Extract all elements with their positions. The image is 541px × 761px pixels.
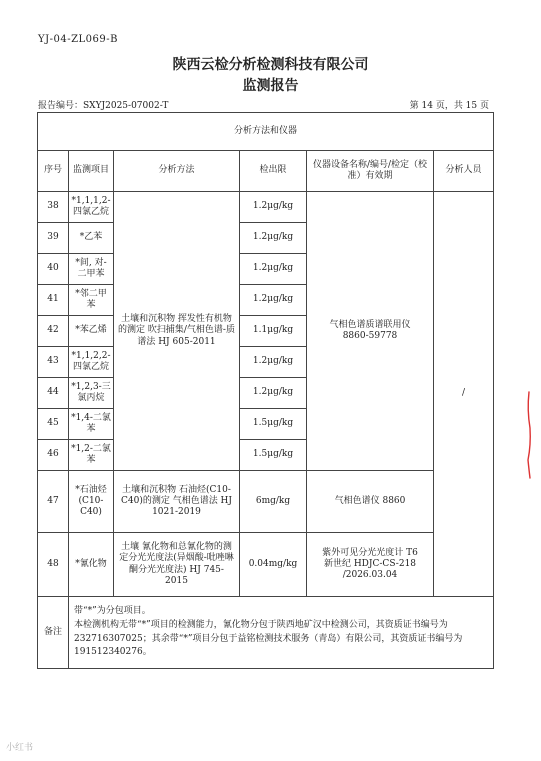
col-header-instrument: 仪器设备名称/编号/检定（校准）有效期 <box>307 151 434 192</box>
row-instrument: 紫外可见分光光度计 T6 新世纪 HDJC-CS-218 /2026.03.04 <box>307 533 434 597</box>
col-header-method: 分析方法 <box>114 151 240 192</box>
analysis-methods-table <box>37 112 494 669</box>
row-no: 48 <box>38 533 69 597</box>
row-item: *苯乙烯 <box>69 316 114 347</box>
table-row <box>38 192 494 223</box>
row-limit: 1.2μg/kg <box>240 378 307 409</box>
row-item: *邻二甲苯 <box>69 285 114 316</box>
row-item: *1,4-二氯苯 <box>69 409 114 440</box>
row-no: 41 <box>38 285 69 316</box>
page-number: 第 14 页，共 15 页 <box>409 101 489 111</box>
row-limit: 1.2μg/kg <box>240 285 307 316</box>
notes-label: 备注 <box>38 597 69 669</box>
row-instrument: 气相色谱仪 8860 <box>307 471 434 533</box>
company-name: 陕西云检分析检测科技有限公司 <box>172 57 369 73</box>
analyst-cell: / <box>434 192 494 597</box>
row-limit: 1.1μg/kg <box>240 316 307 347</box>
row-no: 42 <box>38 316 69 347</box>
row-limit: 1.5μg/kg <box>240 440 307 471</box>
row-no: 46 <box>38 440 69 471</box>
row-item: *1,1,1,2-四氯乙烷 <box>69 192 114 223</box>
row-item: *氰化物 <box>69 533 114 597</box>
notes-row <box>38 597 494 669</box>
row-no: 40 <box>38 254 69 285</box>
row-limit: 1.2μg/kg <box>240 254 307 285</box>
row-limit: 1.2μg/kg <box>240 223 307 254</box>
row-limit: 1.5μg/kg <box>240 409 307 440</box>
table-header-row <box>38 151 494 192</box>
row-no: 38 <box>38 192 69 223</box>
table-row <box>38 533 494 597</box>
row-no: 45 <box>38 409 69 440</box>
row-no: 43 <box>38 347 69 378</box>
notes-content <box>69 597 494 669</box>
table-row <box>38 471 494 533</box>
row-no: 39 <box>38 223 69 254</box>
row-item: *1,1,2,2-四氯乙烷 <box>69 347 114 378</box>
col-header-analyst: 分析人员 <box>434 151 494 192</box>
row-method: 土壤和沉积物 石油烃(C10-C40)的测定 气相色谱法 HJ 1021-2019 <box>114 471 240 533</box>
row-limit: 1.2μg/kg <box>240 347 307 378</box>
row-item: *乙苯 <box>69 223 114 254</box>
group-method: 土壤和沉积物 挥发性有机物的测定 吹扫捕集/气相色谱-质谱法 HJ 605-2011 <box>114 192 240 471</box>
note-line: 带“*”为分包项目。 <box>74 605 151 616</box>
red-ink-mark <box>526 390 532 480</box>
row-method: 土壤 氰化物和总氰化物的测定分光光度法(异烟酸-吡唑啉酮分光光度法) HJ 745-2015 <box>114 533 240 597</box>
section-title: 分析方法和仪器 <box>38 113 494 151</box>
report-number: 报告编号：SXYJ2025-07002-T <box>38 101 169 111</box>
row-limit: 6mg/kg <box>240 471 307 533</box>
row-item: *石油烃(C10-C40) <box>69 471 114 533</box>
row-no: 44 <box>38 378 69 409</box>
col-header-no: 序号 <box>38 151 69 192</box>
row-no: 47 <box>38 471 69 533</box>
row-limit: 0.04mg/kg <box>240 533 307 597</box>
group-instrument: 气相色谱质谱联用仪 8860-59778 <box>307 192 434 471</box>
col-header-limit: 检出限 <box>240 151 307 192</box>
note-line: 本检测机构无带“*”项目的检测能力，氰化物分包于陕西地矿汉中检测公司，其资质证书编号为232716307025；其余带“*”项目分包于益铭检测技术服务（青岛）有限公司，其资质证书编号为191512340276。 <box>74 619 463 658</box>
row-item: *1,2,3-三氯丙烷 <box>69 378 114 409</box>
document-code: YJ-04-ZL069-B <box>38 34 118 45</box>
row-limit: 1.2μg/kg <box>240 192 307 223</box>
row-item: *间, 对-二甲苯 <box>69 254 114 285</box>
table-section-header-row <box>38 113 494 151</box>
watermark: 小红书 <box>6 743 34 753</box>
row-item: *1,2-二氯苯 <box>69 440 114 471</box>
report-title: 监测报告 <box>242 78 299 94</box>
col-header-item: 监测项目 <box>69 151 114 192</box>
